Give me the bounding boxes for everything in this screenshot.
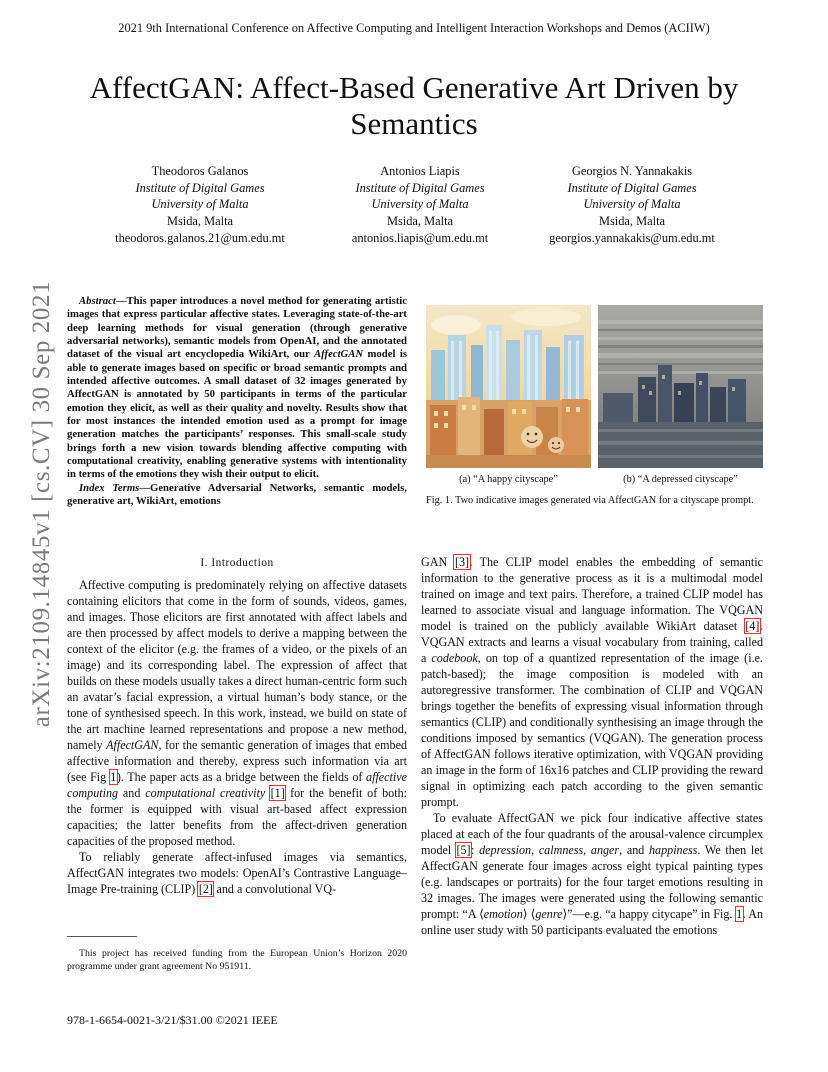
subcaption-a: (a) “A happy cityscape” [459, 474, 558, 485]
citation-link[interactable]: [1] [270, 786, 285, 800]
figure-1 [426, 305, 766, 525]
isbn-copyright: 978-1-6654-0021-3/21/$31.00 ©2021 IEEE [67, 1013, 278, 1027]
depressed-cityscape-image [598, 305, 763, 468]
author-university: University of Malta [371, 197, 469, 212]
citation-link[interactable]: [2] [198, 882, 213, 896]
section-heading: I. Introduction [200, 557, 274, 569]
author-3 [532, 163, 732, 247]
footnote-rule [67, 936, 137, 937]
author-email[interactable]: theodoros.galanos.21@um.edu.mt [115, 230, 285, 245]
index-terms: Index Terms—Generative Adversarial Networks, semantic models, generative art, WikiArt, emotions [67, 481, 407, 508]
figure-caption: Fig. 1. Two indicative images generated via AffectGAN for a cityscape prompt. [426, 495, 754, 506]
figure-link[interactable]: 1 [110, 770, 117, 784]
subcaption-b: (b) “A depressed cityscape” [623, 474, 738, 485]
citation-link[interactable]: [4] [745, 619, 760, 633]
author-institute: Institute of Digital Games [355, 180, 485, 195]
author-email[interactable]: georgios.yannakakis@um.edu.mt [549, 230, 715, 245]
citation-link[interactable]: [3] [454, 555, 470, 569]
footnote: This project has received funding from the European Union’s Horizon 2020 programme under grant agreement No 951911. [67, 948, 407, 972]
author-location: Msida, Malta [166, 214, 234, 229]
author-email[interactable]: antonios.liapis@um.edu.mt [351, 230, 489, 245]
arxiv-identifier[interactable]: arXiv:2109.14845v1 [cs.CV] 30 Sep 2021 [28, 280, 55, 728]
paragraph: GAN [3]. The CLIP model enables the embedding of semantic information to the generative process as it is a multimodal model trained on image and text pairs. Therefore, a trained CLIP model has learned to associate visual and language information. The VQGAN model is trained on the publicly available WikiArt dataset [4]. VQGAN extracts and learns a visual vocabulary from training, called a codebook, on top of a quantized representation of the image (i.e. patch-based); the image composition is modeled with an autoregressive transformer. The combination of CLIP and VQGAN brings together the benefits of expressing visual information through semantics (CLIP) and conditionally synthesising an image through the conditions imposed by semantics (VQGAN). The generation process of AffectGAN follows iterative optimization, with VQGAN providing an image in the form of 16x16 patches and CLIP providing the reward signal in optimizing each patch according to the given semantic prompt. [421, 555, 763, 809]
author-name: Georgios N. Yannakakis [571, 164, 693, 178]
figure-link[interactable]: 1 [736, 907, 743, 921]
paragraph: Affective computing is predominately relying on affective datasets containing elicitors that come in the form of sounds, videos, games, and images. Those elicitors are first annotated with affect labels and are then processed by affect models to derive a mapping between the context of the elicitor (e.g. the frames of a video, or the pixels of an image) and its corresponding label. The expression of affect that builds on these models usually takes a direct human-centric form such an avatar’s facial expression, a virtual human’s body stance, or the tone of synthesised speech. In this work, instead, we build on state of the art machine learned representations and propose a new method, namely AffectGAN, for the semantic generation of images that embed affective information and thereby, express such information via art (see Fig 1). The paper acts as a bridge between the fields of affective computing and computational creativity [1] for the benefit of both: the former is equipped with visual art-based affect expression capacities; the latter benefits from the affect-driven generation capacities of the proposed method. [67, 578, 408, 848]
paragraph: To evaluate AffectGAN we pick four indicative affective states placed at each of the four quadrants of the arousal-valence circumplex model [5]: depression, calmness, anger, and happiness. We then let AffectGAN generate four images across eight typical painting types (e.g. landscapes or portraits) for the four target emotions resulting in 32 images. The images were generated using the following semantic prompt: “A ⟨emotion⟩ ⟨genre⟩”—e.g. “a happy citycape” in Fig. 1. An online user study with 50 participants evaluated the emotions [421, 811, 763, 937]
author-location: Msida, Malta [386, 214, 454, 229]
happy-cityscape-image [426, 305, 591, 468]
paragraph: To reliably generate affect-infused images via semantics, AffectGAN integrates two models: OpenAI’s Contrastive Language–Image Pre-training (CLIP) [2] and a convolutional VQ- [67, 850, 407, 896]
author-university: University of Malta [151, 197, 249, 212]
abstract-label: Abstract [79, 295, 116, 307]
left-column [67, 295, 407, 509]
author-block [100, 163, 740, 253]
author-institute: Institute of Digital Games [135, 180, 265, 195]
author-2 [320, 163, 520, 247]
author-university: University of Malta [583, 197, 681, 212]
paper-title: AffectGAN: Affect-Based Generative Art Driven by Semantics [89, 70, 739, 141]
right-column [421, 554, 763, 938]
abstract: Abstract—This paper introduces a novel method for generating artistic images that express particular affective states. Leveraging state-of-the-art deep learning methods for visual generation (through generative adversarial networks), semantic models from OpenAI, and the annotated dataset of the visual art encyclopedia WikiArt, our AffectGAN model is able to generate images based on specific or broad semantic prompts and intended affective outcomes. A small dataset of 32 images generated by AffectGAN is annotated by 50 participants in terms of the particular emotion they elicit, as well as their quality and novelty. Results show that for most instances the intended emotion used as a prompt for image generation matches the participants’ responses. This small-scale study brings forth a new vision towards blending affective computing with computational creativity, enabling generative systems with intentionality in terms of the emotions they wish their output to elicit. [67, 295, 407, 481]
conference-header: 2021 9th International Conference on Affective Computing and Intelligent Interaction Workshops and Demos (ACIIW) [118, 21, 710, 35]
author-location: Msida, Malta [598, 214, 666, 229]
left-column-body [67, 555, 407, 897]
citation-link[interactable]: [5] [456, 843, 471, 857]
author-institute: Institute of Digital Games [567, 180, 697, 195]
author-name: Theodoros Galanos [151, 164, 249, 178]
author-name: Antonios Liapis [380, 164, 460, 178]
author-1 [100, 163, 300, 247]
index-terms-label: Index Terms [79, 481, 140, 494]
